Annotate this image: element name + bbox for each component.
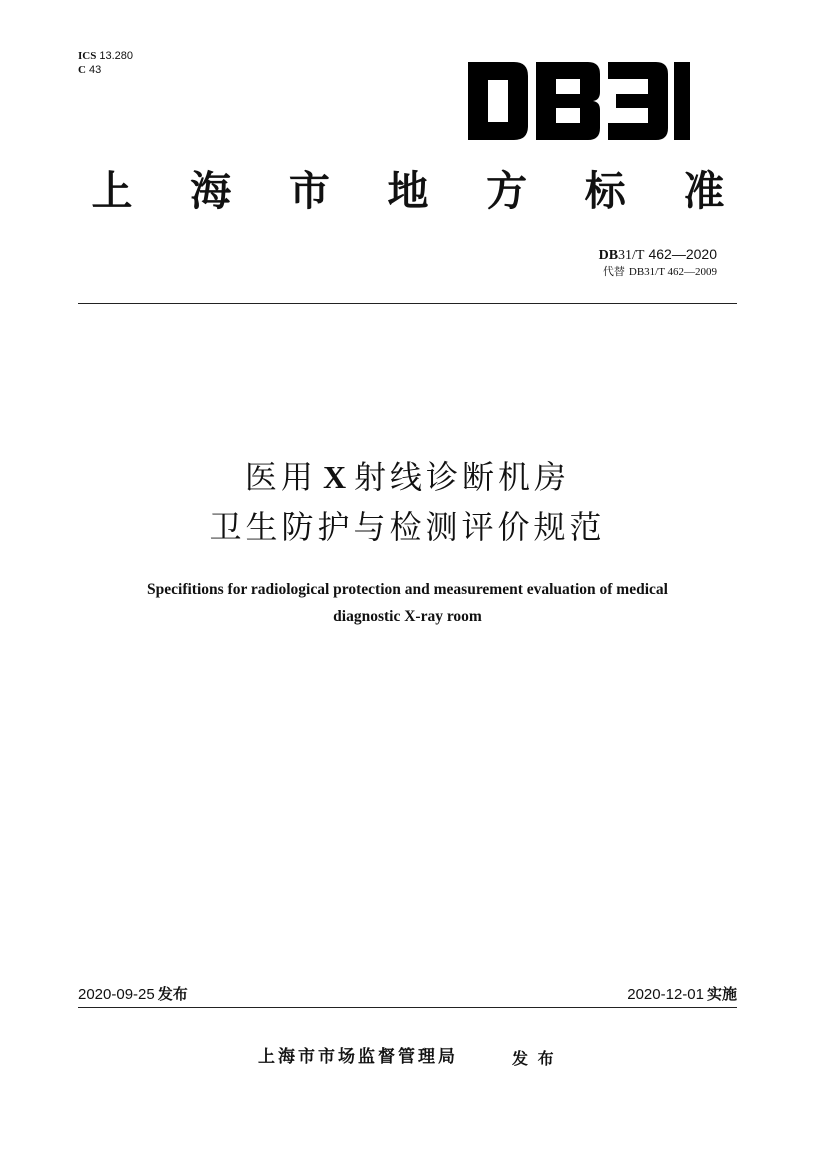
english-title-line-1: Specifitions for radiological protection and measurement evaluation of medical: [147, 581, 668, 598]
logo-letter-d: [468, 62, 528, 140]
replaces-label: 代替: [602, 266, 625, 278]
issue-date-label: 发布: [157, 985, 188, 1003]
replaces-number: DB31/T 462—2009: [628, 266, 717, 278]
standard-number-series: 31/T: [618, 248, 645, 263]
standard-type-char: 准: [683, 167, 725, 215]
logo-digit-3: [608, 62, 668, 140]
replaces-standard: [603, 265, 717, 279]
standard-type-char: 上: [91, 167, 133, 215]
title-line-1-x: X: [322, 459, 347, 495]
standard-type-char: 海: [190, 167, 232, 215]
ccs-code: 43: [88, 64, 102, 76]
issue-date: [78, 984, 188, 1005]
english-title-line-2: diagnostic X-ray room: [333, 608, 482, 625]
standard-type-char: 地: [387, 167, 429, 215]
ics-label: ICS: [78, 50, 97, 62]
title-line-1: [0, 458, 815, 496]
issue-date-value: 2020-09-25: [78, 986, 155, 1003]
title-line-1-part-a: 医用: [244, 458, 317, 496]
logo-digit-1: [674, 62, 690, 140]
header-divider: [78, 303, 737, 304]
effective-date: [627, 984, 737, 1005]
standard-number-value: 462—2020: [648, 246, 717, 262]
effective-date-value: 2020-12-01: [627, 986, 704, 1003]
logo-letter-b: [536, 62, 600, 140]
footer-divider: [78, 1007, 737, 1008]
standard-number-prefix: DB: [598, 248, 619, 263]
standard-type-char: 标: [584, 167, 626, 215]
effective-date-label: 实施: [706, 985, 737, 1003]
ccs-label: C: [78, 64, 86, 76]
title-line-1-part-b: 射线诊断机房: [354, 458, 571, 496]
ics-code: 13.280: [99, 50, 133, 62]
standard-number: [599, 246, 717, 264]
standard-type-char: 方: [486, 167, 528, 215]
db31-logo: [0, 0, 815, 160]
publisher-name: 上海市市场监督管理局: [258, 1047, 458, 1067]
title-line-2: 卫生防护与检测评价规范: [209, 508, 606, 546]
standard-type-heading: [90, 166, 726, 216]
publish-label: 发 布: [512, 1049, 556, 1068]
standard-type-char: 市: [288, 167, 330, 215]
